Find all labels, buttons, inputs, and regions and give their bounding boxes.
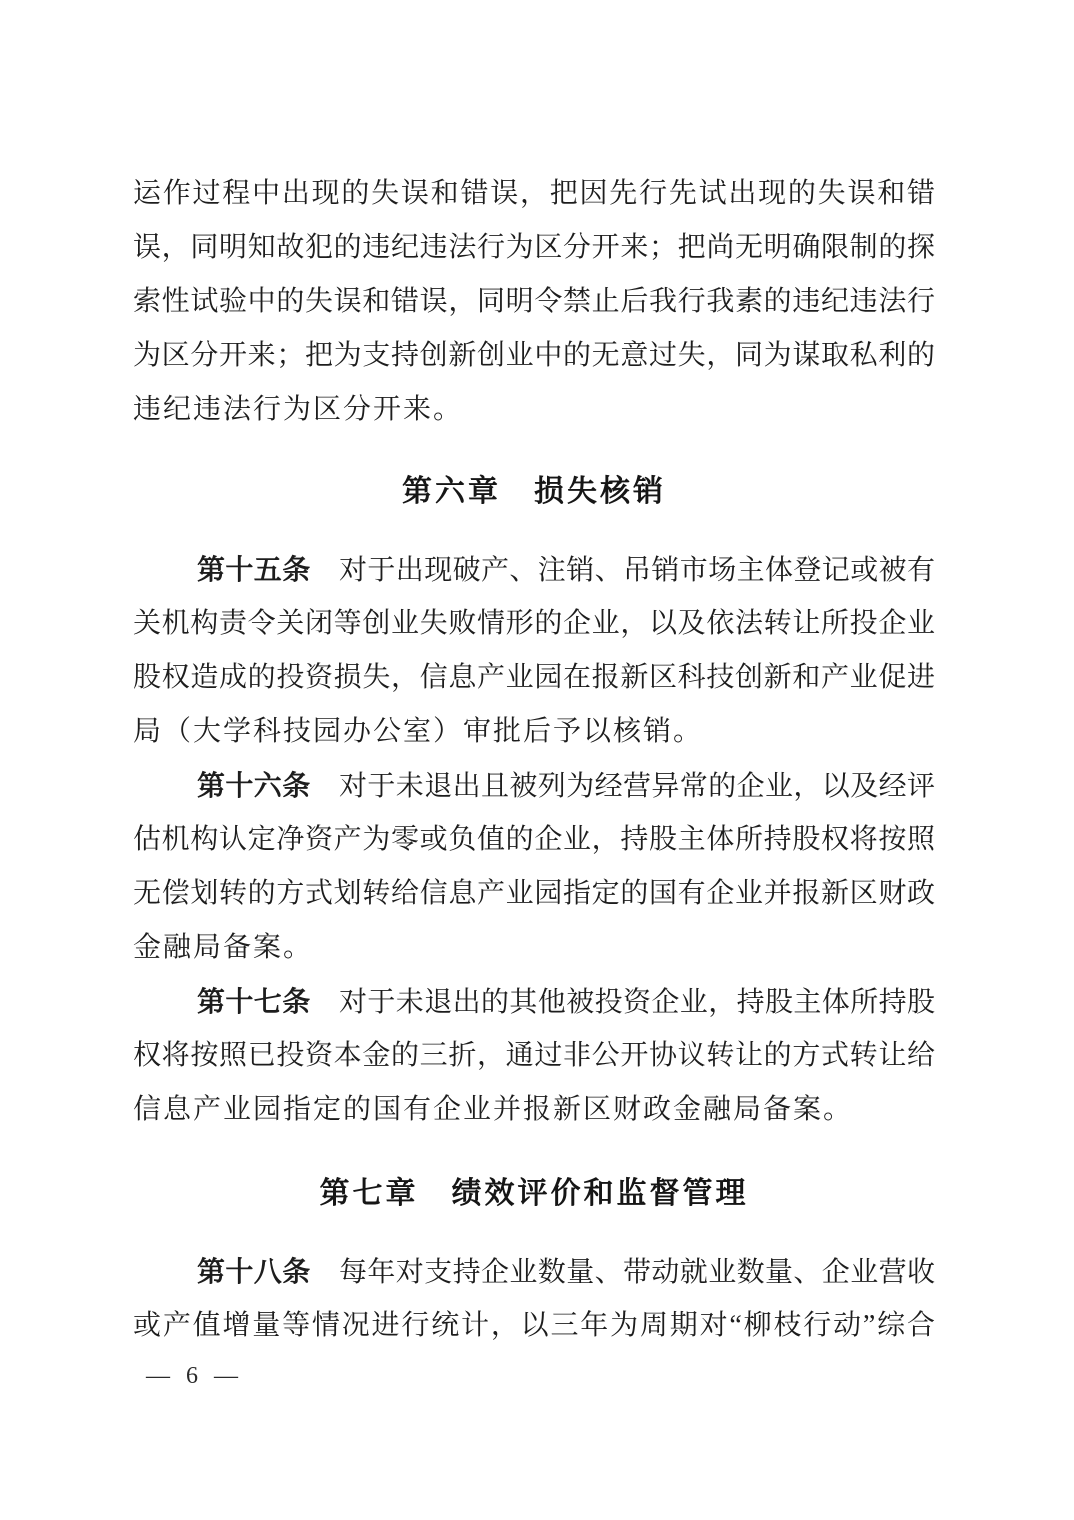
article-15-first-text: 对于出现破产、注销、吊销市场主体登记或被有 [310,555,935,586]
footer-dash-right: — [214,1363,238,1389]
article-16-term: 第十六条 [197,770,311,801]
text-line: 无偿划转的方式划转给信息产业园指定的国有企业并报新区财政 [133,878,935,909]
text-line: 或产值增量等情况进行统计，以三年为周期对“柳枝行动”综合 [133,1310,935,1341]
article-15-term: 第十五条 [197,554,311,585]
text-line: 误，同明知故犯的违纪违法行为区分开来；把尚无明确限制的探 [133,232,935,263]
article-17-first-text: 对于未退出的其他被投资企业，持股主体所持股 [310,987,935,1018]
paragraph-continuation [133,167,935,437]
article-18-term: 第十八条 [197,1256,311,1287]
page-number-footer [146,1363,238,1389]
article-16 [133,759,935,975]
footer-page-number: 6 [186,1363,198,1389]
article-18-first-text: 每年对支持企业数量、带动就业数量、企业营收 [310,1257,935,1288]
article-18 [133,1245,935,1353]
article-first-line [133,975,935,1029]
text-line: 股权造成的投资损失，信息产业园在报新区科技创新和产业促进 [133,662,935,693]
article-first-line [133,543,935,597]
text-line: 权将按照已投资本金的三折，通过非公开协议转让的方式转让给 [133,1040,935,1071]
text-line: 违纪违法行为区分开来。 [133,394,464,425]
text-line: 估机构认定净资产为零或负值的企业，持股主体所持股权将按照 [133,824,935,855]
text-line: 为区分开来；把为支持创新创业中的无意过失，同为谋取私利的 [133,340,935,371]
text-line: 索性试验中的失误和错误，同明令禁止后我行我素的违纪违法行 [133,286,935,317]
text-line: 关机构责令关闭等创业失败情形的企业，以及依法转让所投企业 [133,608,935,639]
text-line: 运作过程中出现的失误和错误，把因先行先试出现的失误和错 [133,178,935,209]
footer-dash-left: — [146,1363,170,1389]
text-line: 局（大学科技园办公室）审批后予以核销。 [133,716,704,747]
article-15 [133,543,935,759]
chapter-6-heading: 第六章 损失核销 [402,475,666,508]
text-line: 金融局备案。 [133,932,314,963]
article-first-line [133,759,935,813]
article-16-first-text: 对于未退出且被列为经营异常的企业，以及经评 [310,771,935,802]
chapter-7-heading: 第七章 绩效评价和监督管理 [319,1177,749,1210]
article-first-line [133,1245,935,1299]
article-17-term: 第十七条 [197,986,311,1017]
text-column [133,167,935,1353]
text-line: 信息产业园指定的国有企业并报新区财政金融局备案。 [133,1094,854,1125]
article-17 [133,975,935,1137]
